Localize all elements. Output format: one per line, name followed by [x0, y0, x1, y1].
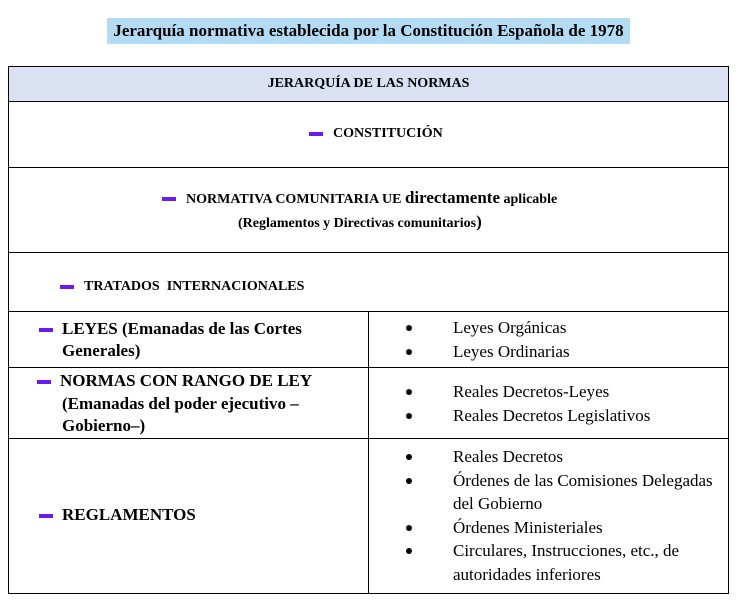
page-title: Jerarquía normativa establecida por la Constitución Española de 1978	[107, 18, 629, 44]
normas-rango-line1: NORMAS CON RANGO DE LEY	[60, 371, 313, 390]
row-leyes-left	[8, 311, 369, 368]
normas-rango-line3: Gobierno–)	[62, 416, 146, 435]
list-item: Leyes Orgánicas	[369, 316, 570, 340]
list-item: Órdenes de las Comisiones Delegadas del Gobierno	[369, 469, 724, 516]
normativa-line2-text: (Reglamentos y Directivas comunitarios	[238, 216, 477, 231]
dash-icon	[37, 380, 51, 384]
reglamentos-list	[369, 445, 724, 586]
leyes-label	[39, 318, 302, 362]
list-item: Reales Decretos Legislativos	[369, 404, 650, 428]
title-wrap	[0, 18, 737, 44]
normativa-line1	[162, 188, 557, 208]
row-tratados	[8, 252, 729, 312]
normativa-text-b: directamente	[404, 188, 501, 207]
row-reglamentos-left	[8, 438, 369, 594]
list-item: Leyes Ordinarias	[369, 340, 570, 364]
row-reglamentos-right	[368, 438, 729, 594]
tratados-label	[39, 263, 304, 311]
row-normas-rango-right	[368, 367, 729, 439]
list-item: Reales Decretos	[369, 445, 724, 469]
constitucion-label	[309, 126, 443, 142]
leyes-list	[369, 316, 570, 363]
normas-rango-line2: (Emanadas del poder ejecutivo –	[62, 393, 299, 413]
list-item: Reales Decretos-Leyes	[369, 380, 650, 404]
row-normativa-comunitaria	[8, 167, 729, 253]
dash-icon	[39, 328, 53, 332]
dash-icon	[162, 197, 176, 201]
normativa-line2	[238, 212, 482, 232]
normativa-line2-paren: )	[476, 212, 482, 231]
normas-rango-list	[369, 380, 650, 427]
leyes-label-line1: LEYES (Emanadas de las Cortes	[62, 319, 302, 338]
list-item: Circulares, Instrucciones, etc., de autoridades inferiores	[369, 539, 724, 586]
dash-icon	[39, 514, 53, 518]
normativa-text-a: NORMATIVA COMUNITARIA UE	[186, 192, 405, 207]
constitucion-text: CONSTITUCIÓN	[333, 126, 443, 141]
row-constitucion	[8, 101, 729, 168]
normativa-text-c: aplicable	[500, 192, 558, 207]
normas-rango-label	[37, 370, 312, 438]
row-leyes-right	[368, 311, 729, 368]
leyes-label-line2: Generales)	[62, 341, 141, 360]
table-header-text: JERARQUÍA DE LAS NORMAS	[267, 76, 470, 91]
dash-icon	[309, 132, 323, 136]
reglamentos-text: REGLAMENTOS	[62, 505, 196, 524]
list-item: Órdenes Ministeriales	[369, 516, 724, 540]
dash-icon	[60, 285, 74, 289]
reglamentos-label	[39, 505, 196, 525]
row-normas-rango-left	[8, 367, 369, 439]
tratados-text: TRATADOS INTERNACIONALES	[84, 279, 305, 294]
table-header	[8, 66, 729, 102]
